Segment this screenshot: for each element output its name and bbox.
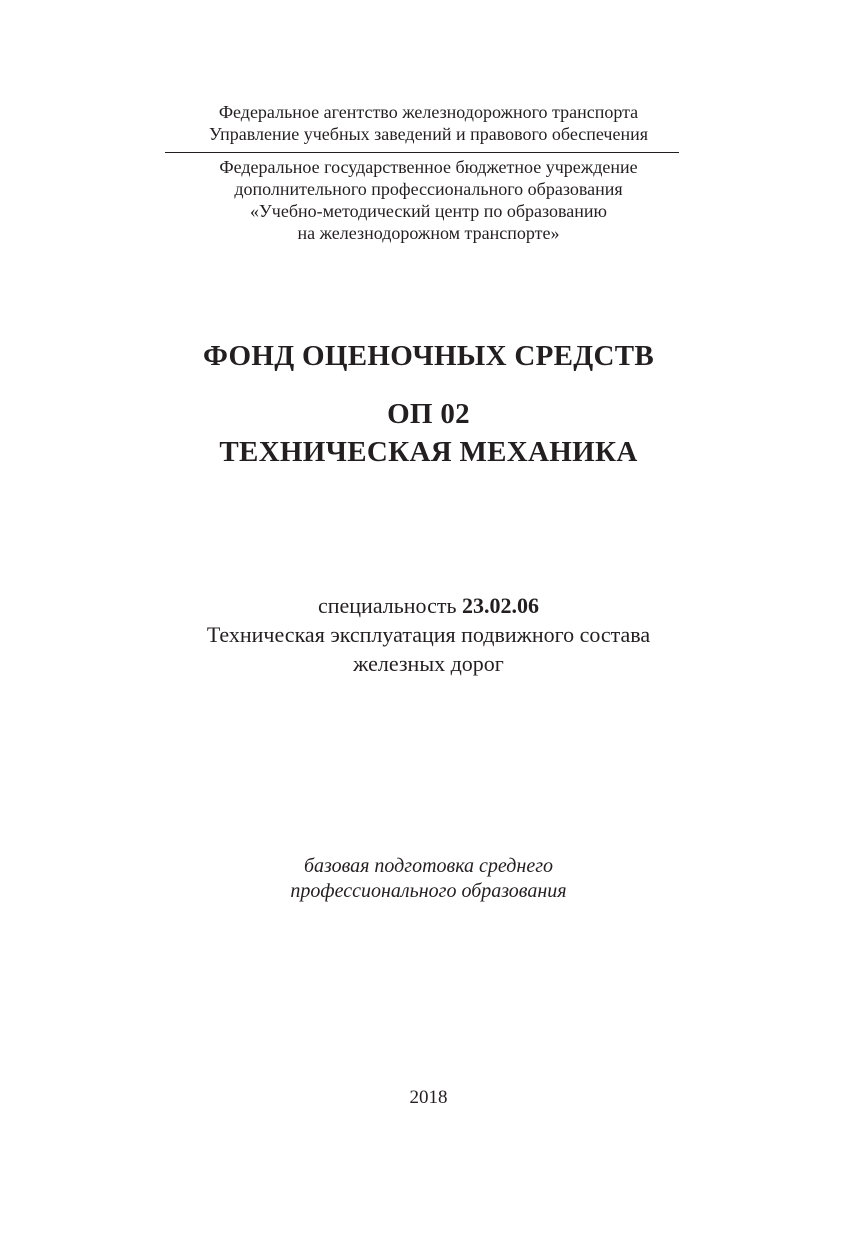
specialty-name-line-1: Техническая эксплуатация подвижного состава: [206, 622, 651, 647]
institution-line-4: на железнодорожном транспорте»: [297, 223, 560, 243]
document-title: [0, 338, 857, 374]
specialty-prefix: специальность: [317, 593, 463, 618]
discipline-name: ТЕХНИЧЕСКАЯ МЕХАНИКА: [219, 436, 638, 468]
institution-line-1: Федеральное государственное бюджетное учреждение: [219, 157, 638, 177]
education-level-line-1: базовая подготовка среднего: [303, 855, 554, 877]
specialty-name-line-2: железных дорог: [353, 651, 504, 676]
ministry-header: [0, 101, 857, 145]
education-level-line-2: профессионального образования: [290, 880, 567, 902]
discipline-code: ОП 02: [387, 398, 470, 430]
publication-year-text: 2018: [409, 1087, 448, 1108]
discipline-block: [0, 395, 857, 471]
education-level: [0, 854, 857, 904]
publication-year: [0, 1086, 857, 1110]
specialty-code-line: [0, 591, 857, 620]
institution-line-3: «Учебно-методический центр по образованию: [250, 201, 607, 221]
document-title-text: ФОНД ОЦЕНОЧНЫХ СРЕДСТВ: [202, 340, 655, 372]
specialty-block: [0, 591, 857, 678]
institution-line-2: дополнительного профессионального образования: [234, 179, 623, 199]
institution-block: [0, 156, 857, 244]
header-divider: [165, 152, 679, 153]
agency-name: Федеральное агентство железнодорожного транспорта: [218, 102, 639, 122]
specialty-code: 23.02.06: [462, 593, 540, 618]
department-name: Управление учебных заведений и правового обеспечения: [208, 124, 649, 144]
